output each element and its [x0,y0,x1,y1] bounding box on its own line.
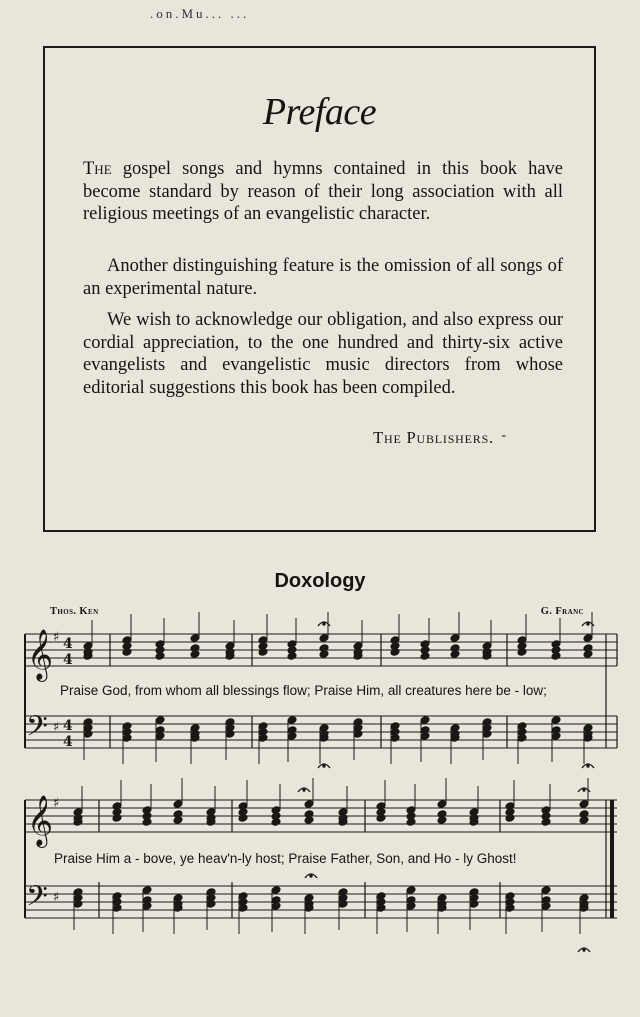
top-ink-marks: .on.Mu... ... [150,6,250,21]
key-signature-sharp: ♯ [53,630,60,645]
time-signature-top: 4 [63,718,73,734]
fermata-dot [583,949,585,951]
preface-signature: The Publishers. [373,428,494,447]
paragraph-1-text: gospel songs and hymns contained in this book have become standard by reason of their long association with all religious meetings of an evangelistic character. [83,159,563,224]
key-signature-sharp: ♯ [53,720,60,735]
fermata-dot [587,765,589,767]
time-signature-bottom: 4 [63,652,73,668]
bass-clef: 𝄢 [26,880,48,920]
signature-dash: - [501,428,506,443]
words-attribution: Thos. Ken [50,606,99,617]
treble-clef: 𝄞 [27,795,54,846]
hymn-title: Doxology [274,570,366,592]
lyrics-line-1: Praise God, from whom all blessings flow; Praise Him, all creatures here be - low; [60,683,547,698]
fermata-dot [323,623,325,625]
bass-clef: 𝄢 [26,710,48,750]
music-attribution: G. Franc [540,606,584,617]
barlines [25,634,617,918]
notes [73,612,594,952]
fermata-dot [587,623,589,625]
fermata-dot [303,789,305,791]
preface-paragraph-2: Another distinguishing feature is the omission of all songs of an experimental nature. [83,256,563,299]
paragraph-lead-word: The [83,159,112,179]
fermata-dot [310,875,312,877]
preface-title: Preface [262,91,377,133]
time-signature-bottom: 4 [63,734,73,750]
clefs [26,629,73,920]
fermata-dot [583,789,585,791]
staff-lines [25,634,617,918]
key-signature-sharp: ♯ [53,890,60,905]
preface-paragraph-3: We wish to acknowledge our obligation, and also express our cordial appreciation, to the one hundred and thirty-six active evangelists and evangelistic music directors from whose editorial suggestions this book has been compiled. [83,310,563,398]
treble-clef: 𝄞 [27,629,54,680]
time-signature-top: 4 [63,636,73,652]
fermata-dot [323,765,325,767]
key-signature-sharp: ♯ [53,796,60,811]
lyrics-line-2: Praise Him a - bove, ye heav'n-ly host; Praise Father, Son, and Ho - ly Ghost! [54,851,517,866]
